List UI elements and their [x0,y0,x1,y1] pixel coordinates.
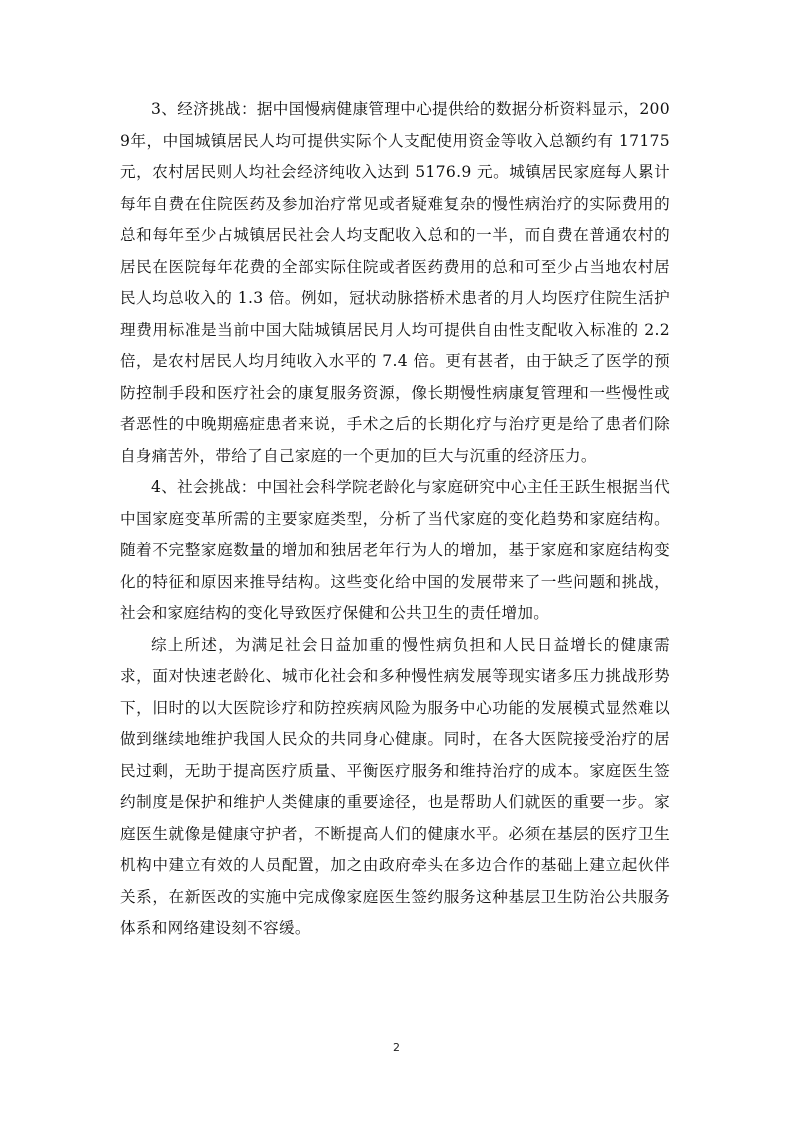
paragraph-social-challenge: 4、社会挑战：中国社会科学院老龄化与家庭研究中心主任王跃生根据当代中国家庭变革所需的主要家庭类型，分析了当代家庭的变化趋势和家庭结构。随着不完整家庭数量的增加和独居老年行为人的增加，基于家庭和家庭结构变化的特征和原因来推导结构。这些变化给中国的发展带来了一些问题和挑战，社会和家庭结构的变化导致医疗保健和公共卫生的责任增加。 [120,478,670,622]
page-number: 2 [393,1041,400,1054]
body-text [120,94,670,945]
paragraph-summary: 综上所述，为满足社会日益加重的慢性病负担和人民日益增长的健康需求，面对快速老龄化、城市化社会和多种慢性病发展等现实诸多压力挑战形势下，旧时的以大医院诊疗和防控疾病风险为服务中心功能的发展模式显然难以做到继续地维护我国人民众的共同身心健康。同时，在各大医院接受治疗的居民过剩，无助于提高医疗质量、平衡医疗服务和维持治疗的成本。家庭医生签约制度是保护和维护人类健康的重要途径，也是帮助人们就医的重要一步。家庭医生就像是健康守护者，不断提高人们的健康水平。必须在基层的医疗卫生机构中建立有效的人员配置，加之由政府牵头在多边合作的基础上建立起伙伴关系，在新医改的实施中完成像家庭医生签约服务这种基层卫生防治公共服务体系和网络建设刻不容缓。 [120,635,670,937]
paragraph-economic-challenge: 3、经济挑战：据中国慢病健康管理中心提供给的数据分析资料显示，2009年，中国城镇居民人均可提供实际个人支配使用资金等收入总额约有 17175 元，农村居民则人均社会经济纯收入达到 5176.9 元。城镇居民家庭每人累计每年自费在住院医药及参加治疗常见或者疑难复杂的慢性病治疗的实际费用的总和每年至少占城镇居民社会人均支配收入总和的一半，而自费在普通农村的居民在医院每年花费的全部实际住院或者医药费用的总和可至少占当地农村居民人均总收入的 1.3 倍。例如，冠状动脉搭桥术患者的月人均医疗住院生活护理费用标准是当前中国大陆城镇居民月人均可提供自由性支配收入标准的 2.2 倍，是农村居民人均月纯收入水平的 7.4 倍。更有甚者，由于缺乏了医学的预防控制手段和医疗社会的康复服务资源，像长期慢性病康复管理和一些慢性或者恶性的中晚期癌症患者来说，手术之后的长期化疗与治疗更是给了患者们除自身痛苦外，带给了自己家庭的一个更加的巨大与沉重的经济压力。 [120,100,670,465]
